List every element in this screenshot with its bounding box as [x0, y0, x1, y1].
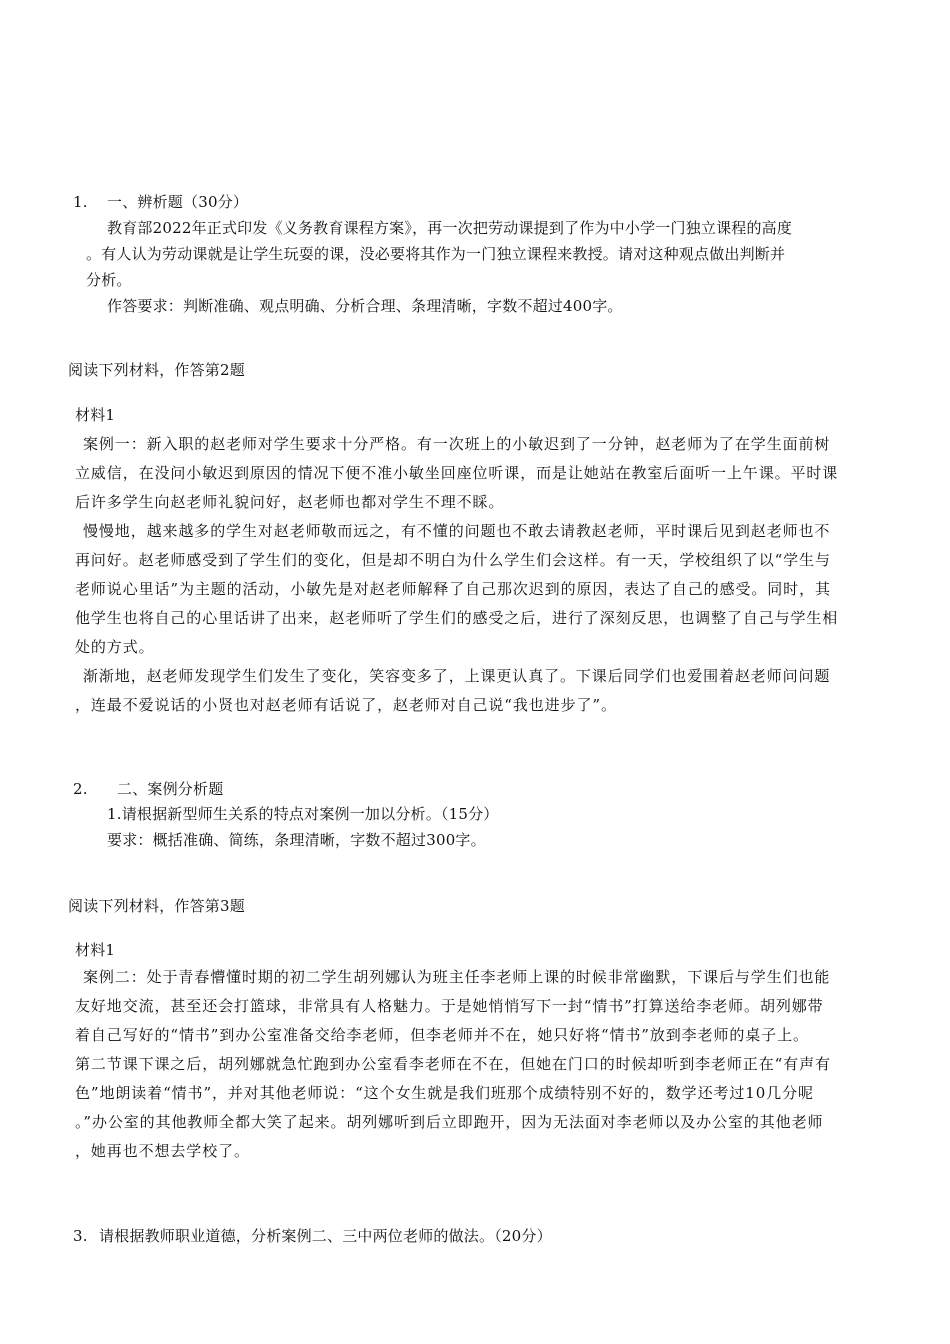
case1-line-9: 渐渐地，赵老师发现学生们发生了变化，笑容变多了，上课更认真了。下课后同学们也爱围着赵老师问问题 [83, 667, 831, 685]
case2-line-6: 。”办公室的其他教师全都大笑了起来。胡列娜听到后立即跑开，因为无法面对李老师以及办公室的其他老师 [75, 1113, 824, 1131]
q1-text-line-2: 。有人认为劳动课就是让学生玩耍的课，没必要将其作为一门独立课程来教授。请对这种观点做出判断并 [86, 245, 786, 263]
q2-number: 2. [73, 780, 88, 798]
q2-requirement: 要求：概括准确、简练，条理清晰，字数不超过300字。 [107, 831, 486, 849]
q2-question: 1.请根据新型师生关系的特点对案例一加以分析。（15分） [107, 805, 499, 823]
case1-line-3: 后许多学生向赵老师礼貌问好，赵老师也都对学生不理不睬。 [75, 493, 505, 511]
case1-line-2: 立威信，在没问小敏迟到原因的情况下便不准小敏坐回座位听课，而是让她站在教室后面听一上午课。平时课 [75, 464, 839, 482]
q3-question: 请根据教师职业道德，分析案例二、三中两位老师的做法。（20分） [99, 1227, 552, 1245]
case1-line-8: 处的方式。 [75, 638, 155, 656]
q1-text-line-3: 分析。 [86, 271, 132, 289]
read3-material-label: 材料1 [75, 941, 116, 959]
case1-line-10: ，连最不爱说话的小贤也对赵老师有话说了，赵老师对自己说“我也进步了”。 [75, 696, 617, 714]
q1-title: 一、辨析题（30分） [107, 193, 249, 211]
case2-line-1: 案例二：处于青春懵懂时期的初二学生胡列娜认为班主任李老师上课的时候非常幽默，下课后与学生们也能 [83, 968, 831, 986]
q3-number: 3. [73, 1227, 88, 1245]
case1-line-1: 案例一：新入职的赵老师对学生要求十分严格。有一次班上的小敏迟到了一分钟，赵老师为了在学生面前树 [83, 435, 831, 453]
read3-heading: 阅读下列材料，作答第3题 [68, 897, 245, 915]
case2-line-7: ，她再也不想去学校了。 [75, 1142, 250, 1160]
case1-line-4: 慢慢地，越来越多的学生对赵老师敬而远之，有不懂的问题也不敢去请教赵老师，平时课后见到赵老师也不 [83, 522, 831, 540]
q1-text-line-1: 教育部2022年正式印发《义务教育课程方案》，再一次把劳动课提到了作为中小学一门独立课程的高度 [107, 219, 793, 237]
case1-line-7: 他学生也将自己的心里话讲了出来，赵老师听了学生们的感受之后，进行了深刻反思，也调整了自己与学生相 [75, 609, 839, 627]
read2-material-label: 材料1 [75, 406, 116, 424]
case2-line-2: 友好地交流，甚至还会打篮球，非常具有人格魅力。于是她悄悄写下一封“情书”打算送给李老师。胡列娜带 [75, 997, 824, 1015]
case1-line-6: 老师说心里话”为主题的活动，小敏先是对赵老师解释了自己那次迟到的原因，表达了自己的感受。同时，其 [75, 580, 831, 598]
case1-line-5: 再问好。赵老师感受到了学生们的变化，但是却不明白为什么学生们会这样。有一天，学校组织了以“学生与 [75, 551, 831, 569]
read2-heading: 阅读下列材料，作答第2题 [68, 361, 245, 379]
q1-requirement: 作答要求：判断准确、观点明确、分析合理、条理清晰，字数不超过400字。 [107, 297, 623, 315]
case2-line-5: 色”地朗读着“情书”，并对其他老师说：“这个女生就是我们班那个成绩特别不好的，数学还考过10几分呢 [75, 1084, 814, 1102]
case2-line-4: 第二节课下课之后，胡列娜就急忙跑到办公室看李老师在不在，但她在门口的时候却听到李老师正在“有声有 [75, 1055, 831, 1073]
q1-number: 1. [73, 193, 88, 211]
case2-line-3: 着自己写好的“情书”到办公室准备交给李老师，但李老师并不在，她只好将“情书”放到李老师的桌子上。 [75, 1026, 809, 1044]
q2-title: 二、案例分析题 [117, 780, 224, 798]
